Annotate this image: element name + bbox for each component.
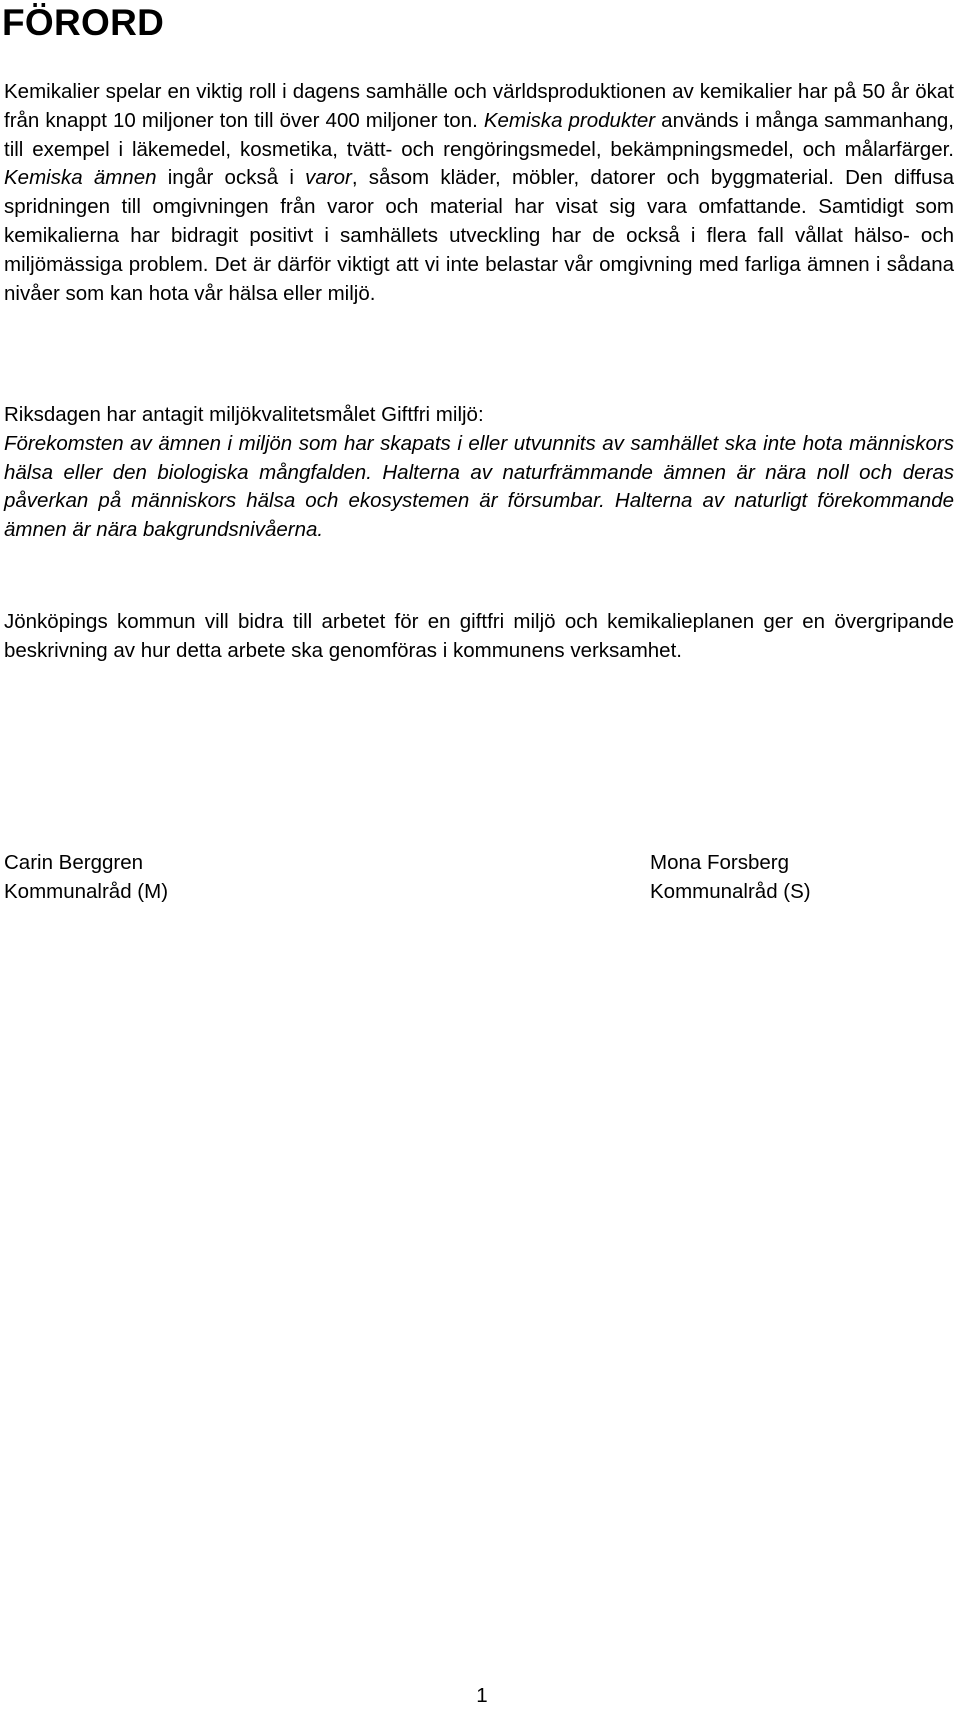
goal-lead: Riksdagen har antagit miljökvalitetsmålet Giftfri miljö:: [4, 403, 484, 426]
signature-left: [4, 848, 168, 906]
intro-italic-kemiska-produkter: Kemiska produkter: [483, 108, 656, 132]
signature-name: Mona Forsberg: [650, 851, 790, 874]
intro-text-2: används i många sammanhang, till exempel i läkemedel, kosmetika, tvätt- och rengöringsmedel, bekämpningsmedel, och målarfärger.: [4, 108, 954, 161]
page-number: 1: [476, 1684, 488, 1707]
goal-quote: Förekomsten av ämnen i miljön som har skapats i eller utvunnits av samhället ska inte hota människors hälsa eller den biologiska mångfalden. Halterna av naturfrämmande ämnen är nära noll och deras påverkan på människors hälsa och ekosystemen är försumbar. Halterna av naturligt förekommande ämnen är nära bakgrundsnivåerna.: [4, 431, 954, 542]
intro-text-3: ingår också i: [156, 166, 306, 190]
signature-right: [650, 848, 811, 906]
intro-italic-kemiska-amnen: Kemiska ämnen: [4, 166, 157, 190]
signature-role: Kommunalråd (M): [4, 880, 169, 903]
signature-role: Kommunalråd (S): [650, 880, 811, 903]
intro-text-4: , såsom kläder, möbler, datorer och byggmaterial. Den diffusa spridningen till omgivningen från varor och material har visat sig vara omfattande. Samtidigt som kemikalierna har bidragit positivt i samhällets utveckling har de också i flera fall vållat hälso- och miljömässiga problem. Det är därför viktigt att vi inte belastar vår omgivning med farliga ämnen i sådana nivåer som kan hota vår hälsa eller miljö.: [4, 166, 955, 305]
closing-paragraph: Jönköpings kommun vill bidra till arbetet för en giftfri miljö och kemikalieplanen ger en övergripande beskrivning av hur detta arbete ska genomföras i kommunens verksamhet.: [4, 610, 954, 662]
goal-paragraph: [4, 401, 954, 545]
intro-italic-varor: varor: [305, 166, 352, 190]
page-title: FÖRORD: [2, 2, 165, 43]
intro-text-1: Kemikalier spelar en viktig roll i dagens samhälle och världsproduktionen av kemikalier har på 50 år ökat från knappt 10 miljoner ton till över 400 miljoner ton.: [4, 80, 954, 132]
signature-name: Carin Berggren: [4, 851, 144, 874]
intro-paragraph: [4, 78, 954, 308]
